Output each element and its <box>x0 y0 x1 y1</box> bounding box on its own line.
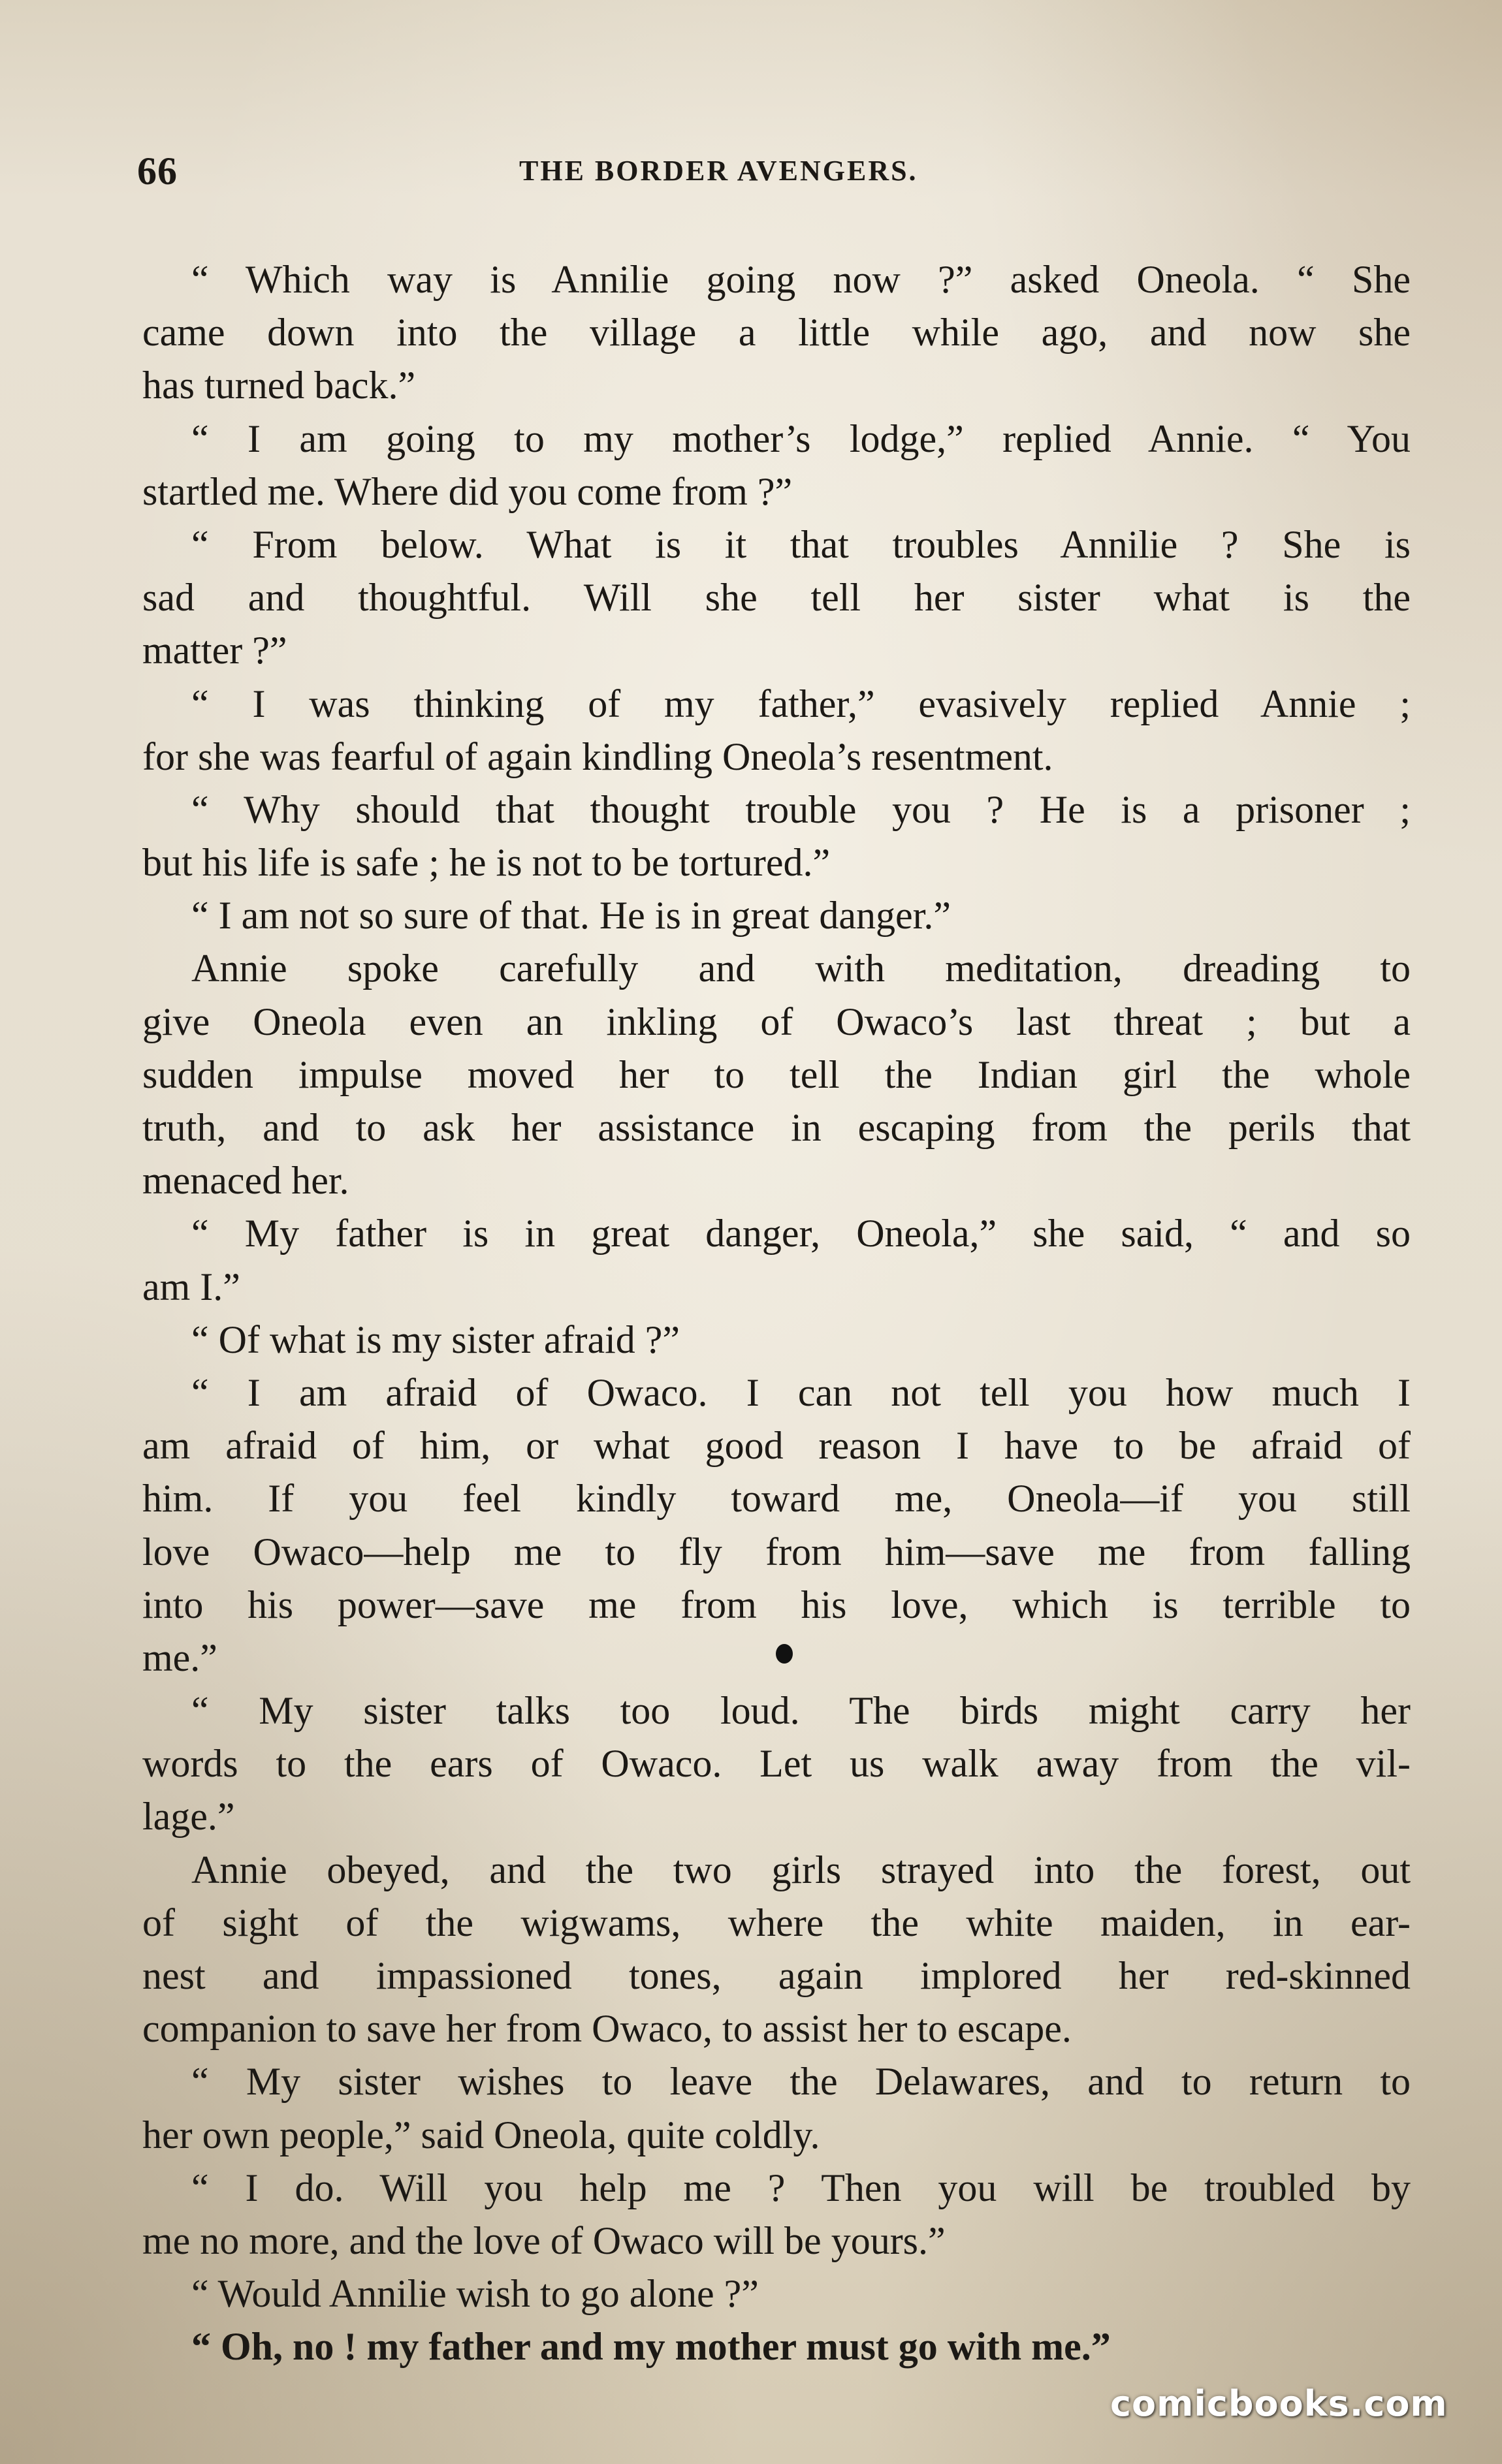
text-line: startled me. Where did you come from ?” <box>142 469 793 513</box>
text-line: companion to save her from Owaco, to assist her to escape. <box>142 2007 1072 2051</box>
text-line: “ I do. Will you help me ? Then you will be troubled by <box>191 2166 1411 2209</box>
text-line: sudden impulse moved her to tell the Indian girl the whole <box>142 1052 1411 1096</box>
ink-spot <box>776 1644 793 1664</box>
text-line: “ Would Annilie wish to go alone ?” <box>191 2272 759 2316</box>
text-line: her own people,” said Oneola, quite coldly. <box>142 2113 820 2156</box>
text-line: me no more, and the love of Owaco will be yours.” <box>142 2219 946 2262</box>
text-line: give Oneola even an inkling of Owaco’s last threat ; but a <box>142 1000 1411 1043</box>
text-line: “ My sister wishes to leave the Delawares, and to return to <box>191 2060 1411 2104</box>
text-line: menaced her. <box>142 1159 349 1203</box>
text-line: “ Oh, no ! my father and my mother must go with me.” <box>191 2325 1111 2369</box>
text-line: “ My sister talks too loud. The birds might carry her <box>191 1689 1411 1733</box>
text-line: “ I am afraid of Owaco. I can not tell you how much I <box>191 1370 1411 1414</box>
text-line: has turned back.” <box>142 364 416 407</box>
text-line: “ My father is in great danger, Oneola,” she said, “ and so <box>191 1212 1411 1256</box>
text-line: words to the ears of Owaco. Let us walk away from the vil- <box>142 1742 1411 1786</box>
text-line: “ I am going to my mother’s lodge,” replied Annie. “ You <box>191 417 1411 460</box>
watermark: comicbooks.com <box>1110 2383 1448 2424</box>
page-header <box>137 149 1411 195</box>
text-line: Annie spoke carefully and with meditation, dreading to <box>191 947 1411 990</box>
text-line: am afraid of him, or what good reason I have to be afraid of <box>142 1424 1411 1468</box>
text-line: “ Why should that thought trouble you ? He is a prisoner ; <box>191 787 1411 831</box>
text-line: for she was fearful of again kindling Oneola’s resentment. <box>142 734 1053 778</box>
text-line: am I.” <box>142 1265 240 1308</box>
text-line: “ Of what is my sister afraid ?” <box>191 1318 680 1361</box>
body-text <box>142 253 1411 2374</box>
text-line: Annie obeyed, and the two girls strayed into the forest, out <box>191 1848 1411 1891</box>
text-line: nest and impassioned tones, again implored her red-skinned <box>142 1954 1411 1997</box>
text-line: him. If you feel kindly toward me, Oneola—if you still <box>142 1477 1411 1521</box>
text-line: “ Which way is Annilie going now ?” asked Oneola. “ She <box>191 258 1411 301</box>
text-line: love Owaco—help me to fly from him—save me from falling <box>142 1530 1411 1573</box>
text-line: but his life is safe ; he is not to be tortured.” <box>142 841 831 885</box>
page-number: 66 <box>137 150 178 193</box>
text-line: “ From below. What is it that troubles Annilie ? She is <box>191 522 1411 566</box>
text-line: “ I am not so sure of that. He is in great danger.” <box>191 894 951 938</box>
text-line: truth, and to ask her assistance in escaping from the perils that <box>142 1106 1411 1149</box>
running-head: THE BORDER AVENGERS. <box>519 155 918 187</box>
text-line: “ I was thinking of my father,” evasively replied Annie ; <box>191 682 1411 725</box>
text-line: lage.” <box>142 1795 235 1839</box>
text-line: of sight of the wigwams, where the white maiden, in ear- <box>142 1901 1411 1944</box>
text-line: came down into the village a little while ago, and now she <box>142 311 1411 355</box>
text-line: matter ?” <box>142 629 287 672</box>
text-line: me.” <box>142 1635 217 1679</box>
text-line: into his power—save me from his love, which is terrible to <box>142 1583 1411 1626</box>
text-line: sad and thoughtful. Will she tell her sister what is the <box>142 576 1411 620</box>
